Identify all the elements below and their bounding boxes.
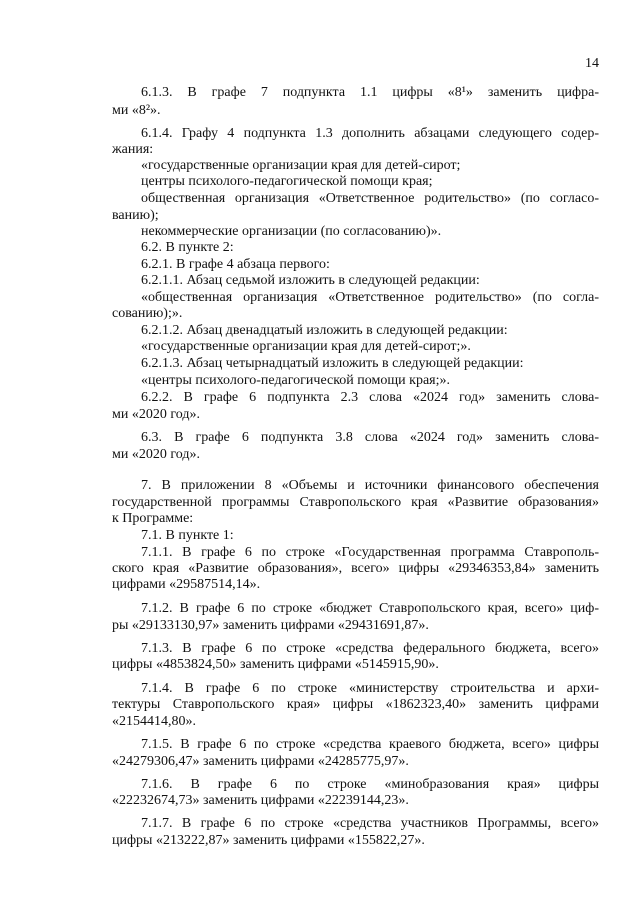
page-number: 14 — [585, 56, 599, 71]
text-line: к Программе: — [112, 511, 194, 526]
text-line: 7.1. В пункте 1: — [141, 528, 234, 543]
text-line: «государственные организации края для детей-сирот;». — [141, 339, 471, 354]
text-line: жания: — [112, 142, 154, 157]
text-line: 7. В приложении 8 «Объемы и источники финансового обеспечения — [141, 478, 599, 493]
text-line: 7.1.5. В графе 6 по строке «средства краевого бюджета, всего» цифры — [141, 737, 599, 752]
text-line: 7.1.7. В графе 6 по строке «средства участников Программы, всего» — [141, 816, 599, 831]
text-line: 7.1.1. В графе 6 по строке «Государственная программа Ставрополь- — [141, 545, 599, 560]
text-line: государственной программы Ставропольского края «Развитие образования» — [112, 495, 599, 510]
text-line: 7.1.6. В графе 6 по строке «минобразования края» цифры — [141, 777, 599, 792]
text-line: ми «8²». — [112, 103, 161, 118]
text-line: сованию);». — [112, 306, 183, 321]
text-line: цифры «213222,87» заменить цифрами «155822,27». — [112, 833, 425, 848]
text-line: ры «29133130,97» заменить цифрами «29431691,87». — [112, 618, 429, 633]
text-line: «государственные организации края для детей-сирот; — [141, 158, 461, 173]
text-line: общественная организация «Ответственное родительство» (по согласо- — [141, 191, 599, 206]
text-line: 6.3. В графе 6 подпункта 3.8 слова «2024 год» заменить слова- — [141, 430, 599, 445]
text-line: «общественная организация «Ответственное родительство» (по согла- — [141, 290, 599, 305]
text-line: центры психолого-педагогической помощи края; — [141, 174, 433, 189]
text-line: 6.2.1.2. Абзац двенадцатый изложить в следующей редакции: — [141, 323, 508, 338]
text-line: ми «2020 год». — [112, 447, 200, 462]
text-line: «2154414,80». — [112, 714, 196, 729]
text-line: 6.2.1.1. Абзац седьмой изложить в следующей редакции: — [141, 273, 480, 288]
text-line: «22232674,73» заменить цифрами «22239144,23». — [112, 793, 409, 808]
text-line: ского края «Развитие образования», всего» цифры «29346353,84» заменить — [112, 561, 599, 576]
text-line: 7.1.2. В графе 6 по строке «бюджет Ставропольского края, всего» циф- — [141, 601, 599, 616]
text-line: 6.1.4. Графу 4 подпункта 1.3 дополнить абзацами следующего содер- — [141, 126, 599, 141]
text-line: цифрами «29587514,14». — [112, 577, 261, 592]
text-line: 7.1.3. В графе 6 по строке «средства федерального бюджета, всего» — [141, 641, 599, 656]
text-line: 6.2.1. В графе 4 абзаца первого: — [141, 257, 330, 272]
text-line: 6.2.1.3. Абзац четырнадцатый изложить в следующей редакции: — [141, 356, 524, 371]
text-line: цифры «4853824,50» заменить цифрами «5145915,90». — [112, 657, 439, 672]
text-line: 6.2. В пункте 2: — [141, 240, 234, 255]
text-line: «центры психолого-педагогической помощи края;». — [141, 373, 451, 388]
text-line: ми «2020 год». — [112, 407, 200, 422]
text-line: «24279306,47» заменить цифрами «24285775,97». — [112, 754, 409, 769]
text-line: 6.2.2. В графе 6 подпункта 2.3 слова «2024 год» заменить слова- — [141, 390, 599, 405]
text-line: некоммерческие организации (по согласованию)». — [141, 224, 442, 239]
text-line: тектуры Ставропольского края» цифры «1862323,40» заменить цифрами — [112, 697, 599, 712]
text-line: ванию); — [112, 208, 159, 223]
text-line: 6.1.3. В графе 7 подпункта 1.1 цифры «8¹» заменить цифра- — [141, 85, 599, 100]
text-line: 7.1.4. В графе 6 по строке «министерству строительства и архи- — [141, 681, 599, 696]
